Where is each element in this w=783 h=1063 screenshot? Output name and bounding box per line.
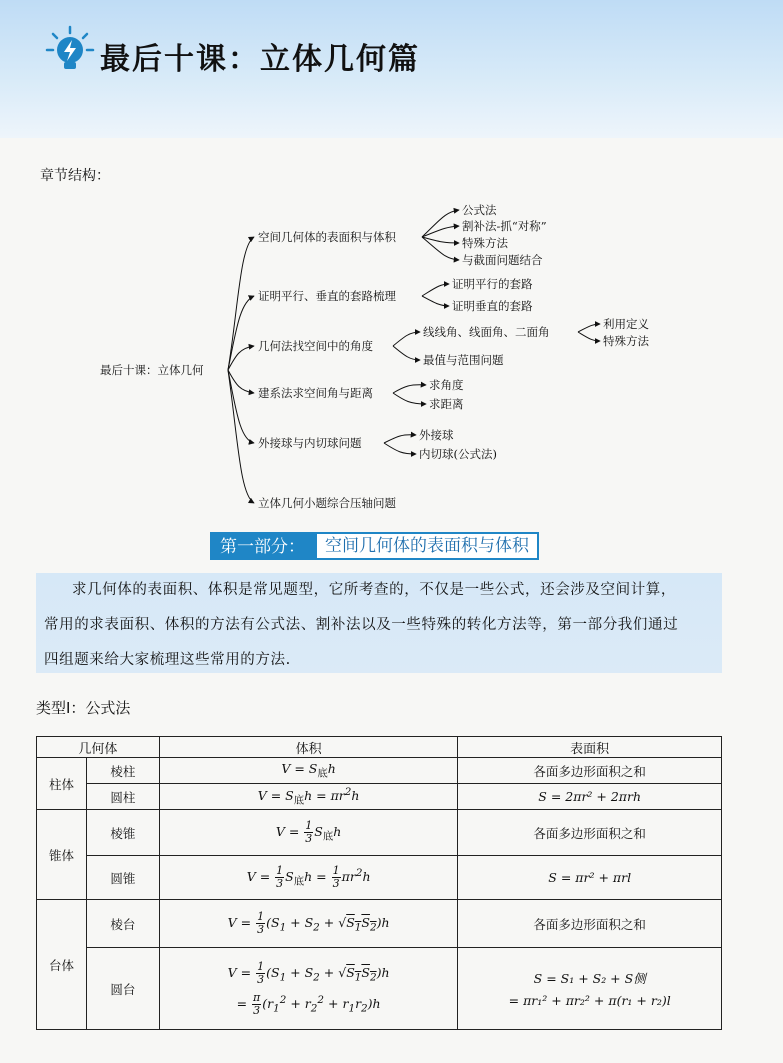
row-name: 棱台 (86, 900, 159, 948)
row-name: 圆台 (86, 948, 159, 1030)
formula-table (36, 736, 722, 1030)
area-formula: S = πr² + πrl (458, 856, 722, 900)
branch-1-child-3: 特殊方法 (462, 236, 508, 250)
branch-1-child-1: 公式法 (462, 203, 497, 217)
branch-3-child-1: 线线角、线面角、二面角 (423, 325, 550, 339)
area-formula: 各面多边形面积之和 (458, 810, 722, 856)
table-row (37, 758, 722, 784)
area-formula: 各面多边形面积之和 (458, 758, 722, 784)
volume-formula: V = $\frac{1}{3}$ $(S_1 + S_2 + √S_1S_2)h$ (159, 900, 458, 948)
branch-5: 外接球与内切球问题 (258, 436, 362, 450)
structure-label: 章节结构： (40, 168, 110, 184)
page-header (0, 0, 783, 138)
part-banner (210, 532, 539, 560)
volume-formula: $V = S_底h = \pi r^2h$ (159, 784, 458, 810)
branch-2-child-1: 证明平行的套路 (452, 277, 533, 291)
row-name: 圆柱 (86, 784, 159, 810)
header-solid: 几何体 (37, 737, 160, 758)
volume-formula: V = $\frac{1}{3}$ $(S_1 + S_2 + √S_1S_2)h$ = $\frac{\pi}{3}$ $(r_1^2 + r_2^2 + r_1r_2)h$ (159, 948, 458, 1030)
area-formula: 各面多边形面积之和 (458, 900, 722, 948)
volume-formula: $V = S_底h$ (159, 758, 458, 784)
branch-1-child-4: 与截面问题结合 (462, 253, 543, 267)
branch-4-child-2: 求距离 (429, 397, 464, 411)
intro-line-3: 四组题来给大家梳理这些常用的方法. (44, 652, 291, 668)
part-name: 空间几何体的表面积与体积 (315, 532, 539, 560)
table-header-row (37, 737, 722, 758)
part-number: 第一部分： (210, 532, 315, 560)
branch-3-child-2: 最值与范围问题 (423, 353, 504, 367)
branch-4: 建系法求空间角与距离 (258, 386, 373, 400)
table-row (37, 856, 722, 900)
branch-1-child-2: 割补法-抓“对称” (462, 219, 547, 233)
row-name: 棱柱 (86, 758, 159, 784)
branch-2: 证明平行、垂直的套路梳理 (258, 289, 396, 303)
branch-5-child-2: 内切球(公式法) (419, 447, 497, 461)
table-row (37, 810, 722, 856)
group-pyramid-cone: 锥体 (37, 810, 87, 900)
type-label: 类型Ⅰ：公式法 (36, 699, 131, 717)
branch-5-child-1: 外接球 (419, 428, 454, 442)
chapter-mindmap (0, 190, 783, 520)
area-formula: S = 2πr² + 2πrh (458, 784, 722, 810)
page-title: 最后十课：立体几何篇 (100, 42, 420, 77)
volume-formula: V = $\frac{1}{3}$ $S_底h$ (159, 810, 458, 856)
row-name: 棱锥 (86, 810, 159, 856)
intro-line-2: 常用的求表面积、体积的方法有公式法、割补法以及一些特殊的转化方法等，第一部分我们通过 (44, 617, 679, 633)
area-line-1: S = S₁ + S₂ + S侧 (533, 971, 646, 986)
area-line-2: = πr₁² + πr₂² + π(r₁ + r₂)l (508, 993, 671, 1008)
branch-3: 几何法找空间中的角度 (258, 339, 373, 353)
row-name: 圆锥 (86, 856, 159, 900)
header-area: 表面积 (458, 737, 722, 758)
table-row (37, 900, 722, 948)
area-formula (458, 948, 722, 1030)
intro-box (36, 573, 722, 673)
lightning-bulb-icon (44, 24, 96, 76)
branch-4-child-1: 求角度 (429, 378, 464, 392)
table-row (37, 948, 722, 1030)
branch-2-child-2: 证明垂直的套路 (452, 299, 533, 313)
group-prism-cylinder: 柱体 (37, 758, 87, 810)
intro-line-1: 求几何体的表面积、体积是常见题型，它所考查的，不仅是一些公式，还会涉及空间计算， (72, 582, 676, 598)
volume-formula: V = $\frac{1}{3}$ $S_底h$ = $\frac{1}{3}$ $\pi r^2h$ (159, 856, 458, 900)
branch-6: 立体几何小题综合压轴问题 (258, 496, 396, 510)
branch-1: 空间几何体的表面积与体积 (258, 230, 396, 244)
group-frustum: 台体 (37, 900, 87, 1030)
mindmap-root: 最后十课：立体几何 (100, 363, 204, 377)
branch-3-grandchild-2: 特殊方法 (603, 334, 649, 348)
branch-3-grandchild-1: 利用定义 (603, 317, 649, 331)
table-row (37, 784, 722, 810)
header-volume: 体积 (159, 737, 458, 758)
